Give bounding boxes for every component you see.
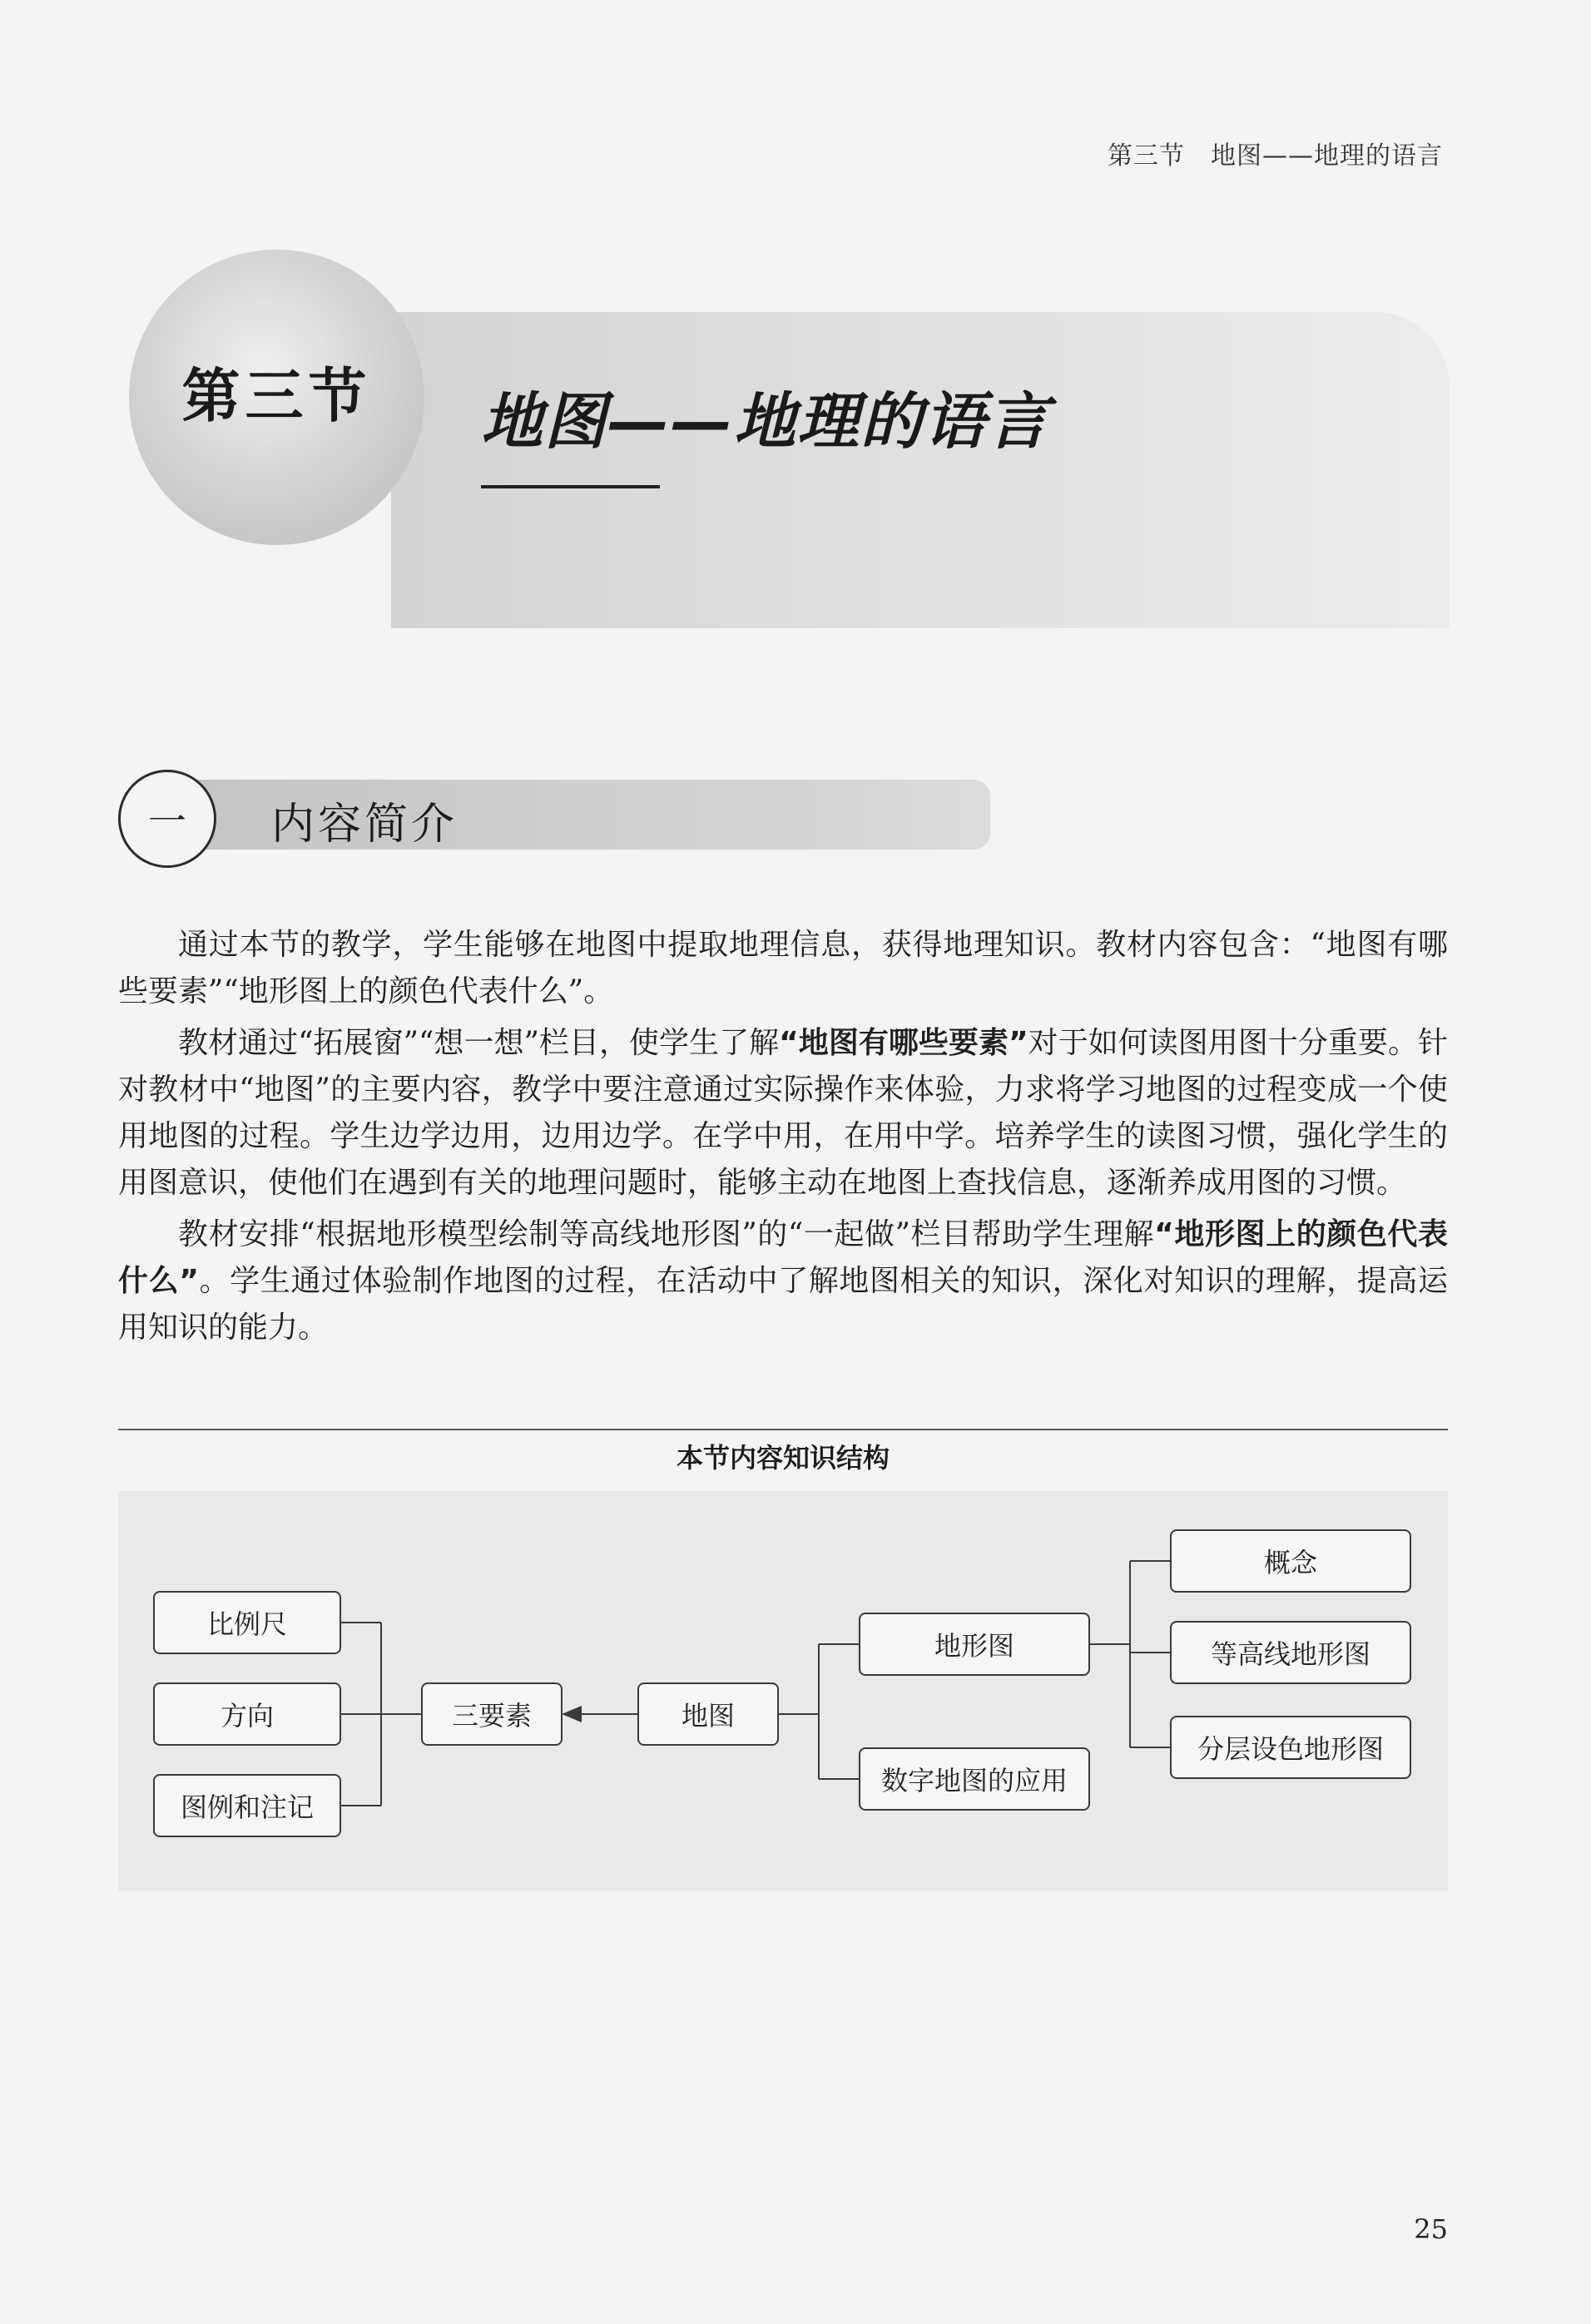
node-digital-map: 数字地图的应用 bbox=[859, 1747, 1090, 1811]
node-legend: 图例和注记 bbox=[153, 1774, 341, 1837]
node-topo-map: 地形图 bbox=[859, 1613, 1090, 1676]
body-paragraph bbox=[118, 922, 1448, 1015]
running-head: 第三节 地图——地理的语言 bbox=[1108, 141, 1443, 171]
section-divider bbox=[118, 1429, 1448, 1430]
paragraph-text: 教材安排“根据地形模型绘制等高线地形图”的“一起做”栏目帮助学生理解 bbox=[178, 1217, 1155, 1251]
paragraph-text: 教材通过“拓展窗”“想一想”栏目，使学生了解 bbox=[178, 1026, 780, 1060]
subsection-number: 一 bbox=[118, 770, 216, 868]
diagram-caption: 本节内容知识结构 bbox=[676, 1442, 890, 1474]
node-contour-map: 等高线地形图 bbox=[1170, 1621, 1411, 1684]
node-layered-map: 分层设色地形图 bbox=[1170, 1716, 1411, 1779]
body-text bbox=[118, 922, 1448, 1356]
node-three-elements: 三要素 bbox=[421, 1682, 563, 1746]
title-band bbox=[391, 312, 1450, 628]
knowledge-structure-diagram bbox=[118, 1491, 1448, 1890]
emphasis-text: “地图有哪些要素” bbox=[779, 1026, 1028, 1060]
subsection-title: 内容简介 bbox=[271, 800, 458, 850]
node-map: 地图 bbox=[637, 1682, 779, 1746]
section-label: 第三节 bbox=[181, 362, 372, 430]
body-paragraph bbox=[118, 1212, 1448, 1351]
chapter-title: 地图——地理的语言 bbox=[481, 386, 1050, 458]
body-paragraph bbox=[118, 1020, 1448, 1207]
paragraph-text: 对于如何读图用图十分重要。针对教材中“地图”的主要内容，教学中要注意通过实际操作来体验，力求将学习地图的过程变成一个使用地图的过程。学生边学边用，边用边学。在学中用，在用中学。培养学生的读图习惯，强化学生的用图意识，使他们在遇到有关的地理问题时，能够主动在地图上查找信息，逐渐养成用图的习惯。 bbox=[118, 1026, 1448, 1200]
node-concept: 概念 bbox=[1170, 1529, 1411, 1593]
paragraph-text: 。学生通过体验制作地图的过程，在活动中了解地图相关的知识，深化对知识的理解，提高运用知识的能力。 bbox=[118, 1264, 1448, 1345]
paragraph-text: 通过本节的教学，学生能够在地图中提取地理信息，获得地理知识。教材内容包含：“地图有哪些要素”“地形图上的颜色代表什么”。 bbox=[118, 928, 1448, 1008]
node-scale: 比例尺 bbox=[153, 1591, 341, 1654]
title-underline bbox=[481, 485, 660, 488]
page-number: 25 bbox=[1414, 2213, 1448, 2245]
emphasis-text: “地形图上的颜色代表什么” bbox=[118, 1217, 1448, 1298]
node-direction: 方向 bbox=[153, 1682, 341, 1746]
